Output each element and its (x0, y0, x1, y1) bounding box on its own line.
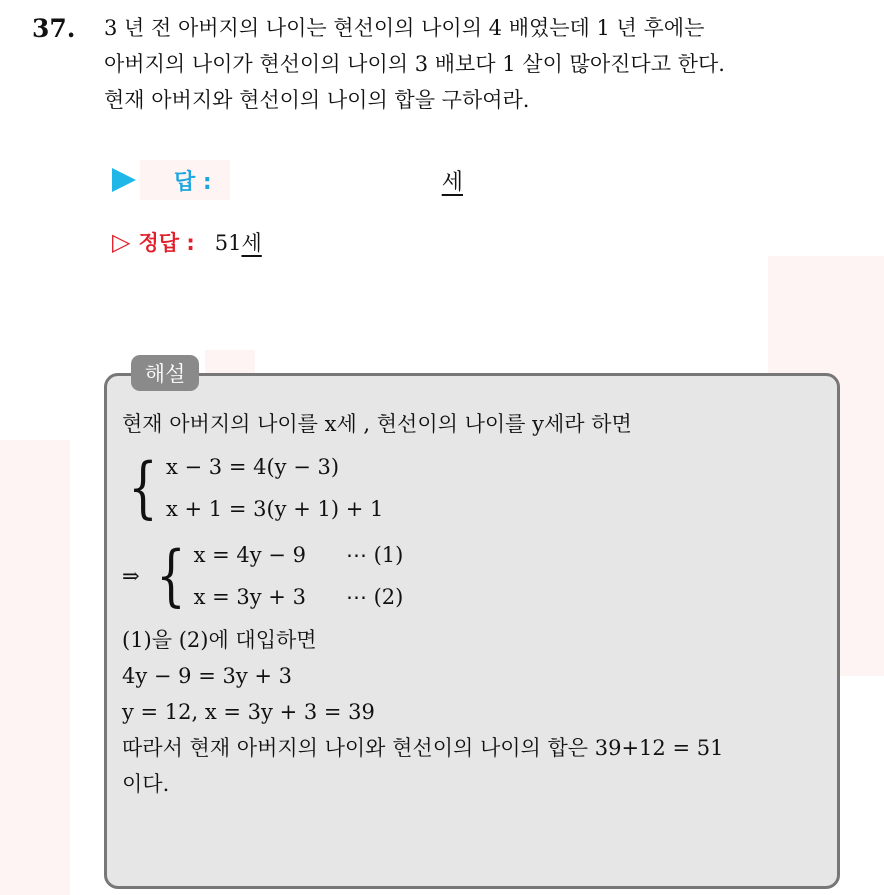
correct-answer-row (112, 224, 262, 260)
equation-system-1 (122, 446, 832, 530)
problem-number: 37. (32, 14, 76, 43)
answer-unit: 세 (441, 169, 463, 195)
implies-arrow-icon: ⇒ (122, 564, 140, 588)
equation-ref: ⋯ (1) (345, 543, 404, 567)
equation-system-2 (122, 534, 832, 618)
play-triangle-icon (112, 168, 136, 192)
equation (194, 534, 404, 576)
equation (194, 576, 404, 618)
brace-icon: { (128, 449, 158, 526)
problem-text (104, 10, 872, 118)
problem (32, 10, 872, 118)
problem-line: 아버지의 나이가 현선이의 나이의 3 배보다 1 살이 많아진다고 한다. (104, 52, 725, 76)
correct-answer-label: 정답 : (138, 231, 195, 255)
solution-content (122, 406, 832, 802)
answer-value-unit: 세 (241, 231, 262, 255)
answer-blank-row (112, 162, 463, 198)
correct-answer-value (215, 227, 262, 257)
problem-line: 3 년 전 아버지의 나이는 현선이의 나이의 4 배였는데 1 년 후에는 (104, 16, 705, 40)
equation-text: x = 3y + 3 (193, 585, 306, 609)
outline-triangle-icon: ▷ (112, 228, 131, 256)
solution-step: 이다. (122, 772, 170, 796)
answer-label: 답 : (174, 169, 212, 195)
solution-step: (1)을 (2)에 대입하면 (122, 628, 317, 652)
equation: x − 3 = 4(y − 3) (166, 455, 340, 479)
watermark-shape (0, 440, 70, 895)
solution-line: 현재 아버지의 나이를 x세 , 현선이의 나이를 y세라 하면 (122, 412, 632, 436)
solution-step: y = 12, x = 3y + 3 = 39 (122, 700, 375, 724)
problem-line: 현재 아버지와 현선이의 나이의 합을 구하여라. (104, 88, 530, 112)
solution-step: 따라서 현재 아버지의 나이와 현선이의 나이의 합은 39+12 = 51 (122, 736, 724, 760)
answer-number: 51 (214, 231, 242, 255)
solution-badge: 해설 (131, 355, 199, 391)
solution-step: 4y − 9 = 3y + 3 (122, 664, 293, 688)
equation-ref: ⋯ (2) (345, 585, 404, 609)
equation: x + 1 = 3(y + 1) + 1 (166, 497, 384, 521)
equation-text: x = 4y − 9 (193, 543, 306, 567)
brace-icon: { (155, 537, 186, 614)
